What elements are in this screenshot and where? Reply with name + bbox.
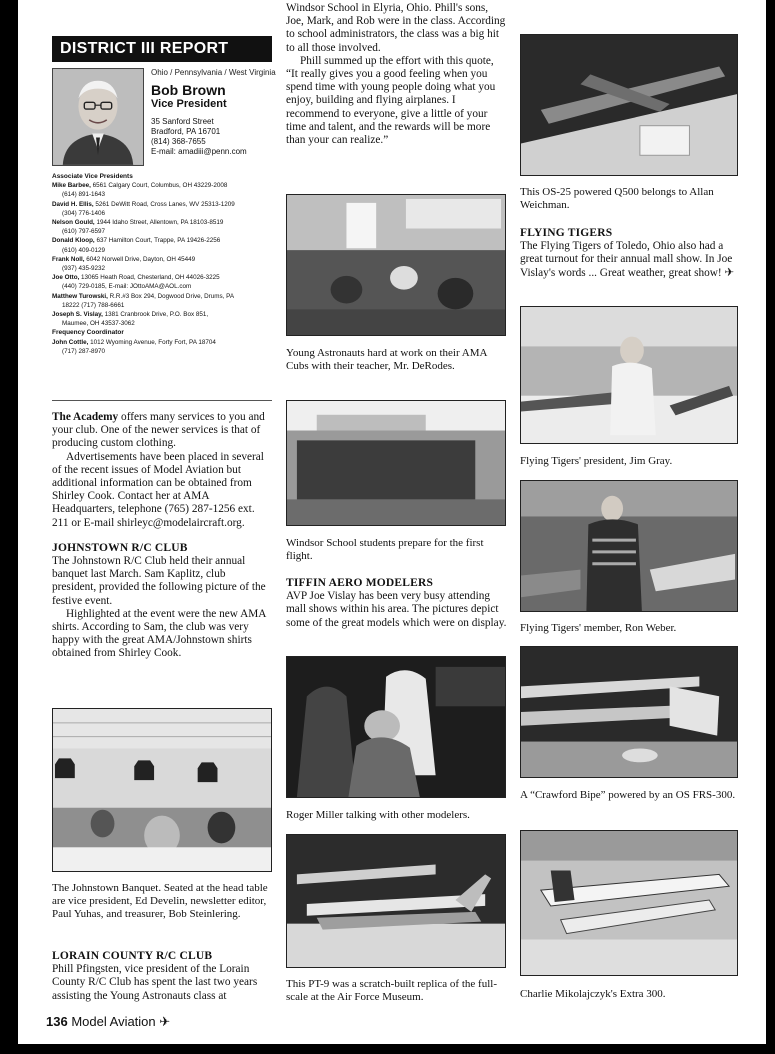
johnstown-paragraph-2: Highlighted at the event were the new AMA shirts. According to Sam, the club was very happy with the great AMA/Johnstown shirts obtained from Shirley Cook.	[52, 607, 266, 660]
crawford-bipe-photo	[520, 646, 738, 778]
q500-model-scene	[521, 35, 737, 175]
academy-paragraph-2: Advertisements have been placed in several of the recent issues of Model Aviation but additional information can be obtained from Shirley Cook. Contact her at AMA Headquarters, telephone (765) 287-1256 ext. 211 or E-mail shirleyc@modelaircraft.org.	[52, 450, 264, 529]
johnstown-heading: JOHNSTOWN R/C CLUB	[52, 541, 188, 554]
bipe-caption: A “Crawford Bipe” powered by an OS FRS-300.	[520, 789, 736, 801]
tigers-president-scene	[521, 307, 737, 443]
jim-gray-photo	[520, 306, 738, 444]
banquet-caption: The Johnstown Banquet. Seated at the head table are vice president, Ed Develin, newsletter editor, Paul Yuhas, and treasurer, Bob Steinlering.	[52, 882, 268, 920]
frequency-coordinator-entry: John Cottle, 1012 Wyoming Avenue, Forty Fort, PA 18704	[52, 338, 216, 346]
associate-entry-line: (610) 797-6597	[62, 228, 106, 236]
magazine-page	[18, 0, 766, 1044]
weber-caption: Flying Tigers' member, Ron Weber.	[520, 622, 677, 634]
windsor-caption: Windsor School students prepare for the first flight.	[286, 537, 484, 562]
classroom-scene	[287, 195, 505, 335]
banquet-scene	[53, 709, 271, 871]
section-divider	[52, 400, 272, 401]
extra-300-scene	[521, 831, 737, 975]
tiffin-article	[286, 577, 508, 630]
roger-miller-photo	[286, 656, 506, 798]
flying-tigers-heading: FLYING TIGERS	[520, 227, 613, 239]
associate-entry: Matthew Turowski, R.R.#3 Box 294, Dogwood Drive, Drums, PA	[52, 292, 235, 300]
associate-entry-line: (440) 729-0185, E-mail: JOttoAMA@AOL.com	[62, 283, 192, 291]
associate-entry: Mike Barbee, 6561 Calgary Court, Columbus, OH 43229-2008	[52, 182, 228, 190]
academy-article	[52, 411, 272, 661]
gray-caption: Flying Tigers' president, Jim Gray.	[520, 455, 673, 467]
astronauts-caption: Young Astronauts hard at work on their AMA Cubs with their teacher, Mr. DeRodes.	[286, 347, 487, 372]
associate-entry: Joe Otto, 13065 Heath Road, Chesterland, OH 44026-3225	[52, 274, 220, 282]
associate-entry: David H. Ellis, 5261 DeWitt Road, Cross Lanes, WV 25313-1209	[52, 200, 235, 208]
associate-vp-heading: Associate Vice Presidents	[52, 173, 133, 180]
portrait-illustration	[53, 69, 143, 165]
roger-caption: Roger Miller talking with other modelers.	[286, 809, 470, 821]
flying-tigers-article	[520, 227, 742, 280]
vp-address-line2: Bradford, PA 16701	[151, 127, 221, 136]
associate-vp-list	[52, 172, 274, 356]
pt9-caption: This PT-9 was a scratch-built replica of the full-scale at the Air Force Museum.	[286, 978, 497, 1003]
vp-phone: (814) 368-7655	[151, 137, 206, 146]
vp-title: Vice President	[151, 98, 227, 110]
lorain-article-continued	[286, 2, 508, 147]
windsor-students-photo	[286, 400, 506, 526]
lorain-paragraph: Phill Pfingsten, vice president of the Lorain County R/C Club has spent the last two years assisting the Young Astronauts class at	[52, 963, 258, 1002]
academy-paragraph: The Academy offers many services to you and your club. One of the newer services is that of producing custom clothing.	[52, 411, 265, 450]
associate-entry-line: (304) 776-1406	[62, 209, 106, 217]
vp-address	[151, 117, 276, 157]
tiffin-paragraph: AVP Joe Vislay has been very busy attending mall shows within his area. The pictures depict some of the great models which were on display.	[286, 590, 507, 629]
os25-caption: This OS-25 powered Q500 belongs to Allan Weichman.	[520, 186, 714, 211]
associate-entry: Nelson Gould, 1944 Idaho Street, Allentown, PA 18103-8519	[52, 219, 224, 227]
banquet-photo	[52, 708, 272, 872]
magazine-name: Model Aviation	[71, 1014, 156, 1029]
extra-300-photo	[520, 830, 738, 976]
lorain-heading: LORAIN COUNTY R/C CLUB	[52, 950, 213, 962]
tiffin-heading: TIFFIN AERO MODELERS	[286, 577, 434, 589]
biplane-display-scene	[287, 835, 505, 967]
associate-entry-line: (937) 435-9232	[62, 265, 106, 273]
associate-entry-line: (610) 409-0129	[62, 246, 106, 254]
mall-show-scene	[287, 657, 505, 797]
students-group-scene	[287, 401, 505, 525]
airplane-icon: ✈	[159, 1014, 171, 1029]
tigers-member-scene	[521, 481, 737, 611]
associate-entry: Frank Noll, 6042 Norwell Drive, Dayton, OH 45449	[52, 255, 196, 263]
vp-portrait-photo	[52, 68, 144, 166]
vp-address-line1: 35 Sanford Street	[151, 117, 214, 126]
phill-quote-paragraph: Phill summed up the effort with this quote, “It really gives you a good feeling when you spend time with young people doing what you enjoy, building and flying airplanes. I recommend to everyone, give a little of your time and talent, and the rewards will be more than your can realize.”	[286, 54, 496, 147]
frequency-coordinator-heading: Frequency Coordinator	[52, 329, 124, 337]
district-report-title: DISTRICT III REPORT	[52, 36, 272, 62]
vp-name: Bob Brown	[151, 82, 226, 98]
astronauts-classroom-photo	[286, 194, 506, 336]
extra-caption: Charlie Mikolajczyk's Extra 300.	[520, 988, 666, 1000]
associate-entry-line: (614) 891-1643	[62, 191, 106, 199]
vp-contact-block	[151, 68, 276, 157]
frequency-coordinator-phone: (717) 287-8970	[62, 347, 106, 355]
associate-entry-line: 18222 (717) 788-6661	[62, 301, 125, 309]
flying-tigers-paragraph: The Flying Tigers of Toledo, Ohio also had a great turnout for their annual mall show. In Joe Vislay's words ... Great weather, great show! ✈	[520, 240, 734, 279]
ron-weber-photo	[520, 480, 738, 612]
page-footer	[46, 1014, 170, 1030]
os25-q500-photo	[520, 34, 738, 176]
johnstown-paragraph: The Johnstown R/C Club held their annual banquet last March. Sam Kaplitz, club president, provided the following picture of the festive event.	[52, 555, 266, 607]
associate-entry: Joseph S. Vislay, 1381 Cranbrook Drive, P.O. Box 851,	[52, 311, 209, 319]
vp-email[interactable]: E-mail: amadiii@penn.com	[151, 147, 247, 156]
page-number: 136	[46, 1014, 68, 1029]
lorain-article	[52, 950, 272, 1003]
lorain-continued-paragraph: Windsor School in Elyria, Ohio. Phill's sons, Joe, Mark, and Rob were in the class. According to school administrators, the class was a big hit to all those involved.	[286, 2, 506, 54]
biplane-model-scene	[521, 647, 737, 777]
associate-entry-line: Maumee, OH 43537-3062	[62, 320, 135, 328]
pt9-replica-photo	[286, 834, 506, 968]
vp-region: Ohio / Pennsylvania / West Virginia	[151, 68, 276, 77]
associate-entry: Donald Kloop, 637 Hamilton Court, Trappe, PA 19426-2256	[52, 237, 221, 245]
